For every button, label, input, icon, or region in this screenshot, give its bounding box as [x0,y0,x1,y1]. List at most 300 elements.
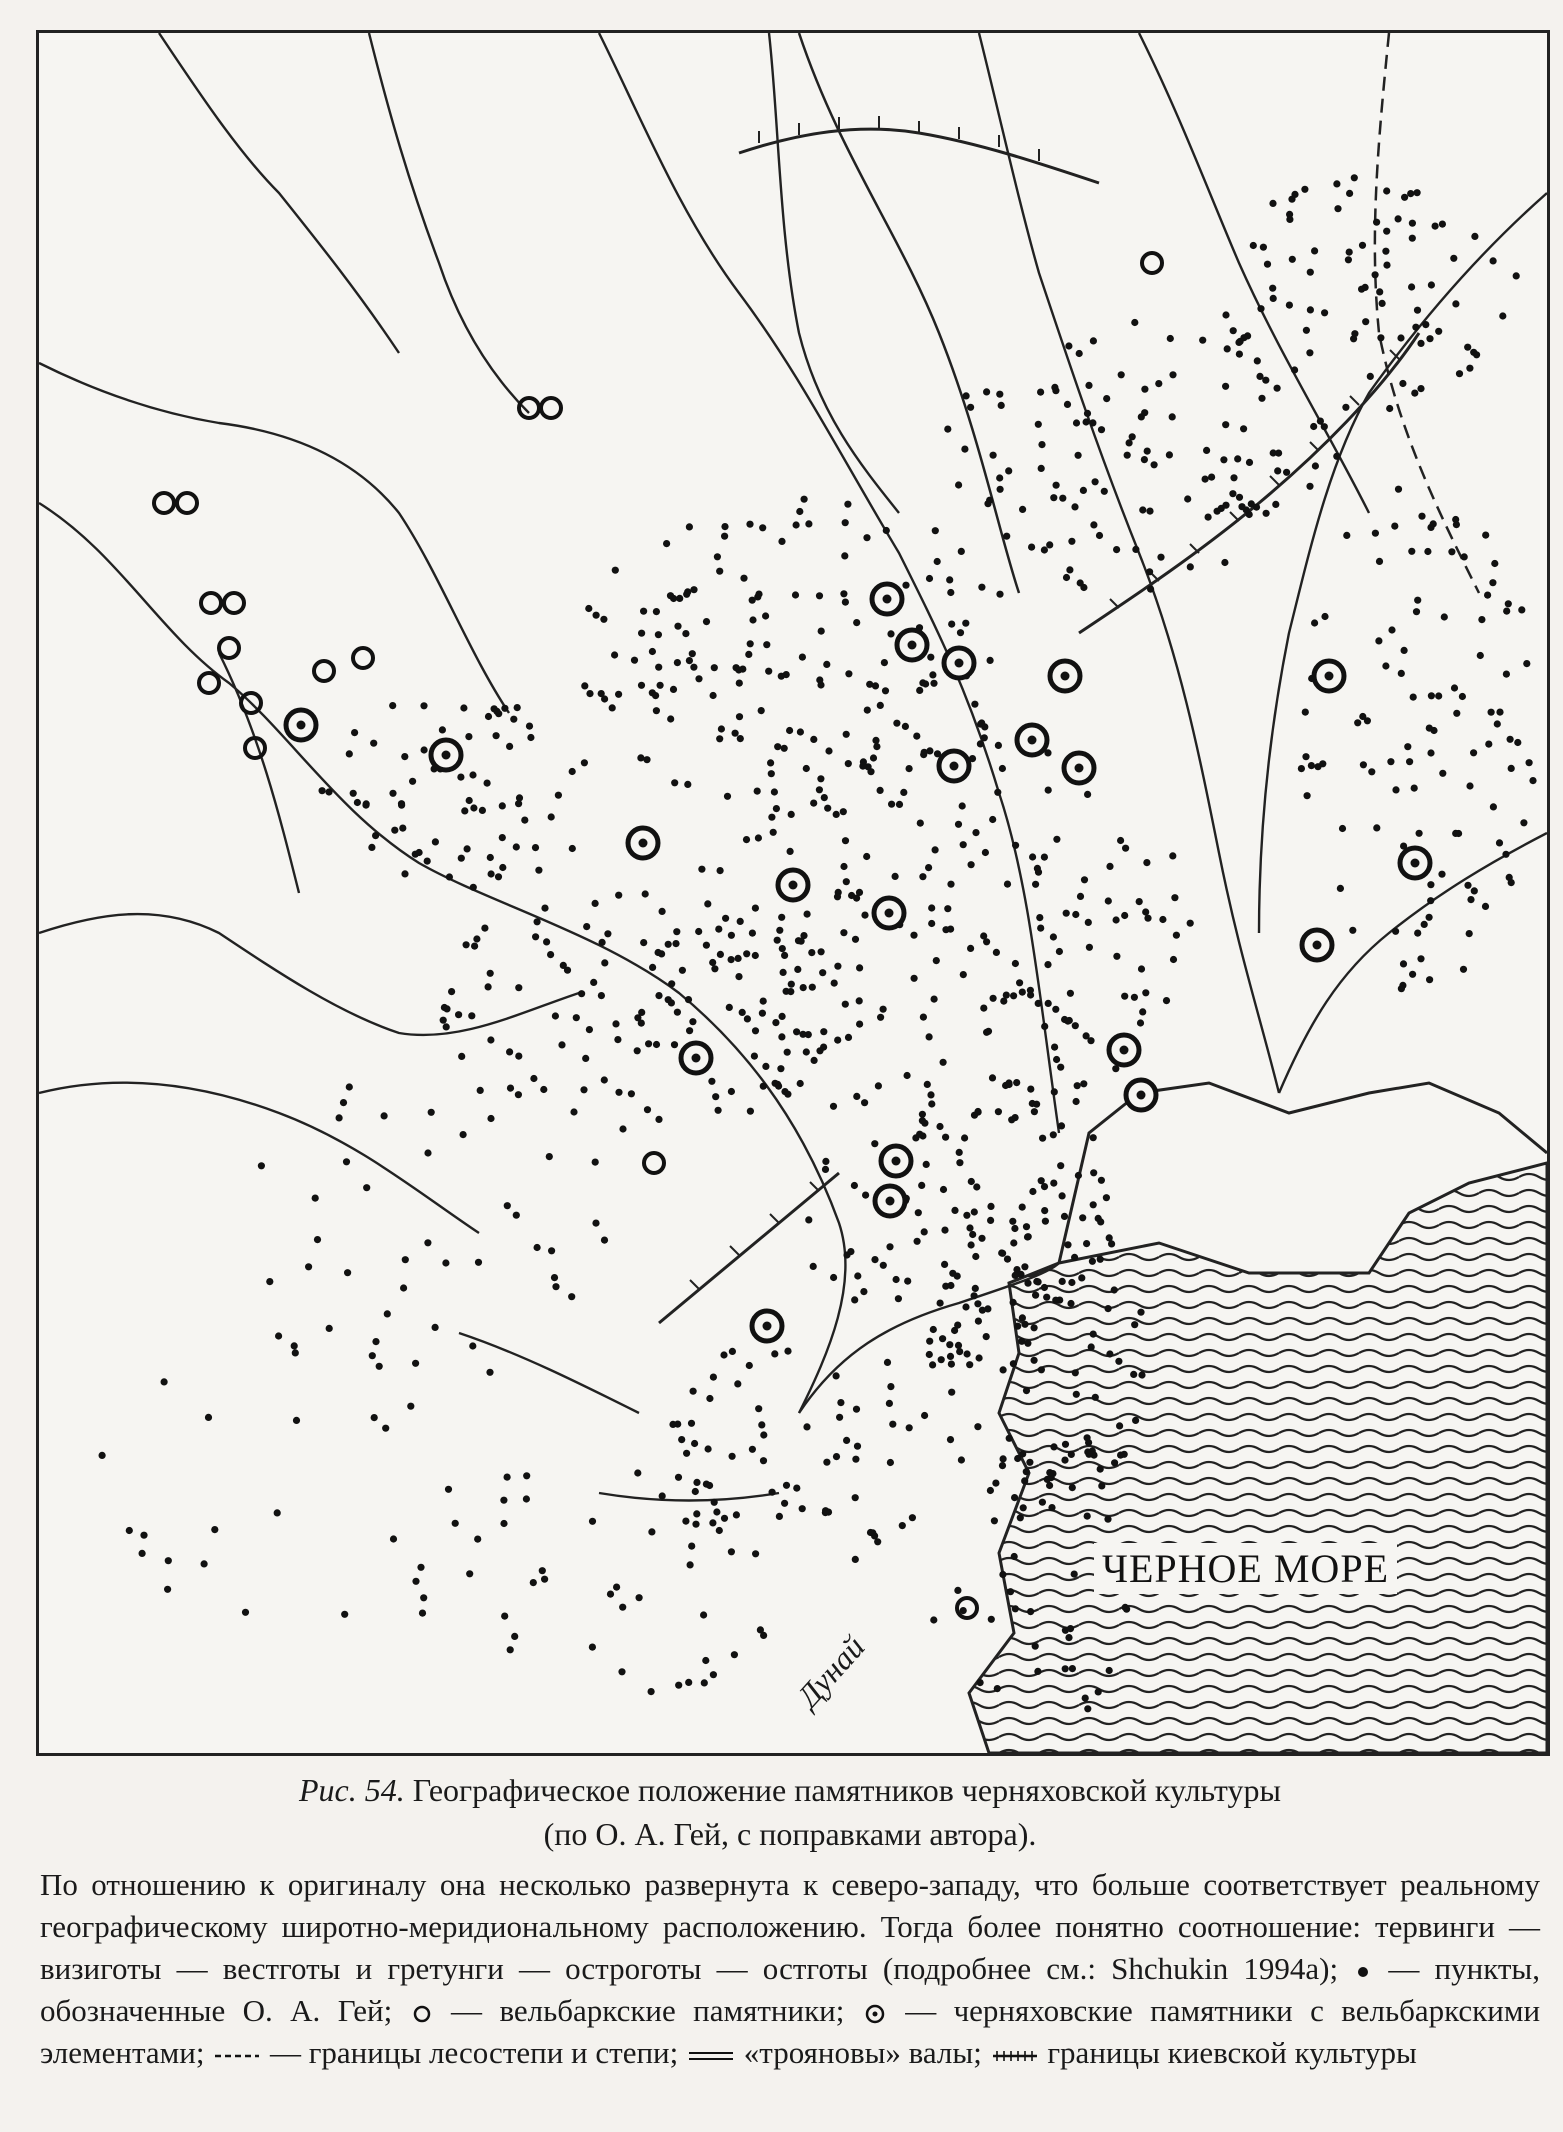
site-dot [1451,684,1458,691]
wielbark-site [219,638,239,658]
site-dot [1435,328,1442,335]
site-dot [834,893,841,900]
site-dot [592,900,599,907]
site-dot [1113,953,1120,960]
site-dot [685,996,692,1003]
site-dot [957,629,964,636]
site-dot [799,654,806,661]
site-dot [555,792,562,799]
site-dot [648,1528,655,1535]
site-dot [760,1457,767,1464]
site-dot [1029,1188,1036,1195]
site-dot [773,805,780,812]
site-dot [1321,613,1328,620]
site-dot [513,843,520,850]
site-dot [816,676,823,683]
site-dot [637,754,644,761]
site-dot [421,746,428,753]
site-dot [466,1570,473,1577]
site-dot [511,1633,518,1640]
site-dot [1129,433,1136,440]
site-dot [340,1099,347,1106]
site-dot [896,801,903,808]
site-dot [1076,350,1083,357]
site-dot [1333,453,1340,460]
site-dot [675,1474,682,1481]
site-dot [417,1564,424,1571]
site-dot [1401,194,1408,201]
site-dot [870,754,877,761]
site-dot [1263,510,1270,517]
site-dot [987,657,994,664]
legend-walls: «трояновы» валы; [743,2035,982,2070]
site-dot [541,905,548,912]
site-dot [1426,335,1433,342]
site-dot [600,616,607,623]
site-dot [695,928,702,935]
site-dot [929,1361,936,1368]
site-dot [534,918,541,925]
site-dot [457,774,464,781]
site-dot [586,690,593,697]
site-dot [1078,1274,1085,1281]
site-dot [960,971,967,978]
site-dot [671,1041,678,1048]
site-dot [139,1550,146,1557]
site-dot [941,1227,948,1234]
site-dot [1138,965,1145,972]
site-dot [842,519,849,526]
site-dot [940,1186,947,1193]
site-dot [1234,455,1241,462]
site-dot [740,575,747,582]
site-dot [810,1263,817,1270]
site-dot [547,951,554,958]
site-dot [363,1184,370,1191]
site-dot [643,756,650,763]
site-dot [824,805,831,812]
site-dot [762,612,769,619]
site-dot [1027,1086,1034,1093]
site-dot [930,1616,937,1623]
site-dot [1053,1056,1060,1063]
site-dot [1039,1499,1046,1506]
site-dot [956,1149,963,1156]
site-dot [1409,971,1416,978]
site-dot [401,870,408,877]
site-dot [702,1657,709,1664]
site-dot [164,1586,171,1593]
mixed-site [1064,753,1094,783]
site-dot [783,1482,790,1489]
site-dot [1057,1064,1064,1071]
site-dot [1274,467,1281,474]
site-dot [389,790,396,797]
site-dot [1050,1131,1057,1138]
site-dot [1529,777,1536,784]
site-dot [1079,1214,1086,1221]
black-sea [969,1163,1547,1753]
site-dot [892,873,899,880]
site-dot [1307,269,1314,276]
site-dot [1038,1366,1045,1373]
site-dot [1272,501,1279,508]
site-dot [1046,1482,1053,1489]
site-dot [1113,546,1120,553]
site-dot [1090,1201,1097,1208]
site-dot [797,728,804,735]
site-dot [686,523,693,530]
site-dot [889,1421,896,1428]
site-dot [1051,1044,1058,1051]
site-dot [1024,1340,1031,1347]
site-dot [523,1495,530,1502]
site-dot [799,1505,806,1512]
site-dot [1111,1286,1118,1293]
site-dot [1056,948,1063,955]
site-dot [504,1474,511,1481]
site-dot [1496,709,1503,716]
site-dot [1398,985,1405,992]
site-dot [305,1263,312,1270]
site-dot [1288,196,1295,203]
site-dot [1066,566,1073,573]
site-dot [863,534,870,541]
site-dot [974,1300,981,1307]
site-dot [1092,478,1099,485]
site-dot [930,680,937,687]
site-dot [1397,334,1404,341]
site-dot [474,1536,481,1543]
site-dot [772,1019,779,1026]
site-dot [716,735,723,742]
site-dot [401,753,408,760]
site-dot [978,719,985,726]
site-dot [968,861,975,868]
site-dot [803,1048,810,1055]
site-dot [1398,670,1405,677]
site-dot [487,970,494,977]
site-dot [1017,1514,1024,1521]
site-dot [980,932,987,939]
site-dot [1006,1435,1013,1442]
site-dot [840,863,847,870]
site-dot [1387,758,1394,765]
site-dot [501,1613,508,1620]
site-dot [1151,461,1158,468]
site-dot [745,651,752,658]
site-dot [1000,1366,1007,1373]
site-dot [1016,979,1023,986]
site-dot [1427,897,1434,904]
site-dot [458,855,465,862]
site-dot [1159,916,1166,923]
site-dot [746,1362,753,1369]
site-dot [940,1059,947,1066]
site-dot [1012,1272,1019,1279]
site-dot [787,848,794,855]
site-dot [934,558,941,565]
site-dot [314,1236,321,1243]
mixed-site [1017,725,1047,755]
site-dot [1411,390,1418,397]
site-dot [460,1131,467,1138]
site-dot [1073,419,1080,426]
site-dot [927,1091,934,1098]
site-dot [752,952,759,959]
site-dot [682,1518,689,1525]
site-dot [999,1250,1006,1257]
site-dot [1012,842,1019,849]
site-dot [1453,521,1460,528]
site-dot [1270,449,1277,456]
site-dot [685,1679,692,1686]
site-dot [1067,1300,1074,1307]
mixed-site [1050,661,1080,691]
site-dot [1184,495,1191,502]
site-dot [1106,1667,1113,1674]
site-dot [947,1436,954,1443]
site-dot [258,1162,265,1169]
site-dot [1270,295,1277,302]
caption-title-line1: Географическое положение памятников черняховской культуры [412,1772,1281,1808]
site-dot [821,794,828,801]
site-dot [99,1452,106,1459]
site-dot [1139,1008,1146,1015]
site-dot [1116,1422,1123,1429]
site-dot [1041,1207,1048,1214]
site-dot [1368,768,1375,775]
site-dot [843,731,850,738]
site-dot [781,952,788,959]
site-dot [726,1004,733,1011]
site-dot [754,788,761,795]
site-dot [1004,1256,1011,1263]
site-dot [787,988,794,995]
site-dot [859,763,866,770]
site-dot [312,1195,319,1202]
site-dot [752,1027,759,1034]
site-dot [1097,1218,1104,1225]
site-dot [771,1350,778,1357]
site-dot [1367,373,1374,380]
site-dot [1477,652,1484,659]
site-dot [468,1012,475,1019]
site-dot [1430,520,1437,527]
site-dot [350,790,357,797]
site-dot [1508,765,1515,772]
site-dot [872,737,879,744]
site-dot [1496,839,1503,846]
site-dot [469,1342,476,1349]
site-dot [749,597,756,604]
site-dot [1308,762,1315,769]
site-dot [1456,370,1463,377]
site-dot [1035,1000,1042,1007]
site-dot [1072,1369,1079,1376]
site-dot [712,1093,719,1100]
site-dot [1414,930,1421,937]
site-dot [751,1053,758,1060]
site-dot [1062,1441,1069,1448]
site-dot [1058,1122,1065,1129]
site-dot [470,804,477,811]
site-dot [834,1037,841,1044]
mixed-site [875,1186,905,1216]
site-dot [972,1285,979,1292]
site-dot [1306,349,1313,356]
figure-caption [40,1768,1540,2074]
site-dot [1291,366,1298,373]
site-dot [864,707,871,714]
site-dot [1068,538,1075,545]
site-dot [1077,893,1084,900]
site-dot [962,1303,969,1310]
site-dot [816,592,823,599]
site-dot [793,1028,800,1035]
site-dot [781,1500,788,1507]
site-dot [956,1159,963,1166]
site-dot [1354,719,1361,726]
site-dot [972,829,979,836]
site-dot [840,929,847,936]
site-dot [416,849,423,856]
site-dot [475,1259,482,1266]
site-dot [1062,1665,1069,1672]
site-dot [1452,300,1459,307]
site-dot [1350,335,1357,342]
site-dot [1027,1608,1034,1615]
site-dot [1372,271,1379,278]
site-dot [569,768,576,775]
site-dot [381,1112,388,1119]
site-dot [1507,736,1514,743]
site-dot [1375,637,1382,644]
site-dot [822,1158,829,1165]
site-dot [443,1005,450,1012]
site-dot [1240,425,1247,432]
site-dot [728,956,735,963]
site-dot [739,1009,746,1016]
site-dot [527,734,534,741]
site-dot [1068,1451,1075,1458]
site-dot [887,630,894,637]
site-dot [1089,1258,1096,1265]
site-dot [161,1378,168,1385]
site-dot [1035,421,1042,428]
site-dot [929,671,936,678]
site-dot [390,1535,397,1542]
site-dot [1084,1434,1091,1441]
site-dot [1068,1279,1075,1286]
site-dot [485,713,492,720]
site-dot [893,1276,900,1283]
site-dot [716,568,723,575]
site-dot [996,391,1003,398]
site-dot [1376,558,1383,565]
site-dot [1065,342,1072,349]
site-dot [1411,785,1418,792]
site-dot [521,817,528,824]
site-dot [964,1350,971,1357]
site-dot [721,1515,728,1522]
site-dot [370,740,377,747]
site-dot [1053,482,1060,489]
site-dot [906,765,913,772]
site-dot [1059,495,1066,502]
site-dot [722,915,729,922]
site-dot [442,1259,449,1266]
site-dot [1126,439,1133,446]
site-dot [1083,418,1090,425]
site-dot [1303,327,1310,334]
site-dot [820,1028,827,1035]
site-dot [711,664,718,671]
site-dot [1031,1108,1038,1115]
site-dot [1103,395,1110,402]
site-dot [916,1131,923,1138]
site-dot [582,1055,589,1062]
site-dot [1301,186,1308,193]
site-dot [580,1086,587,1093]
site-dot [956,1348,963,1355]
site-dot [1298,765,1305,772]
site-dot [717,867,724,874]
site-dot [1513,272,1520,279]
site-dot [1202,476,1209,483]
mixed-site [874,898,904,928]
site-dot [1414,189,1421,196]
site-dot [1250,242,1257,249]
site-dot [592,1220,599,1227]
site-dot [1141,456,1148,463]
site-dot [818,628,825,635]
site-dot [599,939,606,946]
site-dot [1418,513,1425,520]
site-dot [948,1389,955,1396]
site-dot [673,928,680,935]
site-dot [1377,334,1384,341]
site-dot [672,940,679,947]
site-dot [1032,881,1039,888]
site-dot [1416,830,1423,837]
site-dot [942,1283,949,1290]
site-dot [564,967,571,974]
site-dot [592,1159,599,1166]
site-dot [432,838,439,845]
site-dot [886,1400,893,1407]
site-dot [1404,743,1411,750]
site-dot [1337,885,1344,892]
site-dot [1470,749,1477,756]
site-dot [1408,548,1415,555]
site-dot [601,695,608,702]
site-dot [763,641,770,648]
site-dot [640,608,647,615]
site-dot [718,725,725,732]
site-dot [653,707,660,714]
site-dot [906,1424,913,1431]
site-dot [997,486,1004,493]
site-dot [977,740,984,747]
site-dot [759,1010,766,1017]
site-dot [466,797,473,804]
site-dot [1084,791,1091,798]
site-dot [665,941,672,948]
site-dot [657,682,664,689]
map-svg [39,33,1547,1753]
site-dot [1019,1450,1026,1457]
